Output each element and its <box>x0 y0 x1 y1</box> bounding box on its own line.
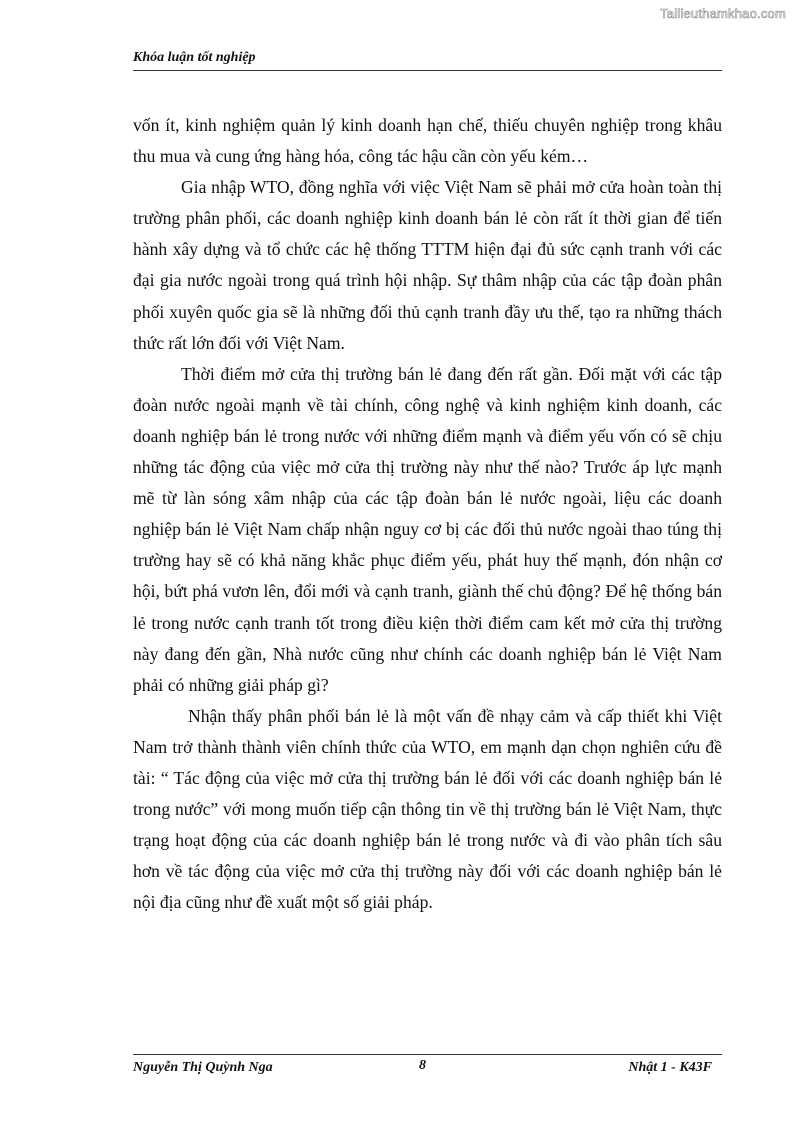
watermark-text: Tailieuthamkhao.com <box>660 6 786 21</box>
paragraph-continuation: vốn ít, kinh nghiệm quản lý kinh doanh hạn chế, thiếu chuyên nghiệp trong khâu thu mua và cung ứng hàng hóa, công tác hậu cần còn yếu kém… <box>133 115 722 167</box>
paragraph-research-topic: Nhận thấy phân phối bán lẻ là một vấn đề nhạy cảm và cấp thiết khi Việt Nam trở thành thành viên chính thức của WTO, em mạnh dạn chọn nghiên cứu đề tài: “ Tác động của việc mở cửa thị trường bán lẻ đối với các doanh nghiệp bán lẻ trong nước” với mong muốn tiếp cận thông tin về thị trường bán lẻ Việt Nam, thực trạng hoạt động của các doanh nghiệp bán lẻ trong nước và đi vào phân tích sâu hơn về tác động của việc mở cửa thị trường này đối với các doanh nghiệp bán lẻ nội địa cũng như đề xuất một số giải pháp. <box>133 705 722 913</box>
page-footer <box>133 1054 722 1075</box>
header-title: Khóa luận tốt nghiệp <box>133 50 256 65</box>
page-number: 8 <box>419 1058 426 1073</box>
footer-author: Nguyễn Thị Quỳnh Nga <box>133 1060 273 1075</box>
paragraph-wto: Gia nhập WTO, đồng nghĩa với việc Việt Nam sẽ phải mở cửa hoàn toàn thị trường phân phối, các doanh nghiệp kinh doanh bán lẻ còn rất ít thời gian để tiến hành xây dựng và tổ chức các hệ thống TTTM hiện đại đủ sức cạnh tranh với các đại gia nước ngoài trong quá trình hội nhập. Sự thâm nhập của các tập đoàn phân phối xuyên quốc gia sẽ là những đối thủ cạnh tranh đầy ưu thế, tạo ra những thách thức rất lớn đối với Việt Nam. <box>133 177 722 353</box>
document-body <box>133 110 722 918</box>
page-header <box>133 48 722 71</box>
paragraph-market-opening: Thời điểm mở cửa thị trường bán lẻ đang đến rất gần. Đối mặt với các tập đoàn nước ngoài mạnh về tài chính, công nghệ và kinh nghiệm kinh doanh, các doanh nghiệp bán lẻ trong nước với những điểm mạnh và điểm yếu vốn có sẽ chịu những tác động của việc mở cửa thị trường này như thế nào? Trước áp lực mạnh mẽ từ làn sóng xâm nhập của các tập đoàn bán lẻ nước ngoài, liệu các doanh nghiệp bán lẻ Việt Nam chấp nhận nguy cơ bị các đối thủ nước ngoài thao túng thị trường hay sẽ có khả năng khắc phục điểm yếu, phát huy thế mạnh, đón nhận cơ hội, bứt phá vươn lên, đổi mới và cạnh tranh, giành thế chủ động? Để hệ thống bán lẻ trong nước cạnh tranh tốt trong điều kiện thời điểm cam kết mở cửa thị trường này đang đến gần, Nhà nước cũng như chính các doanh nghiệp bán lẻ Việt Nam phải có những giải pháp gì? <box>133 363 722 695</box>
footer-class: Nhật 1 - K43F <box>628 1060 712 1075</box>
